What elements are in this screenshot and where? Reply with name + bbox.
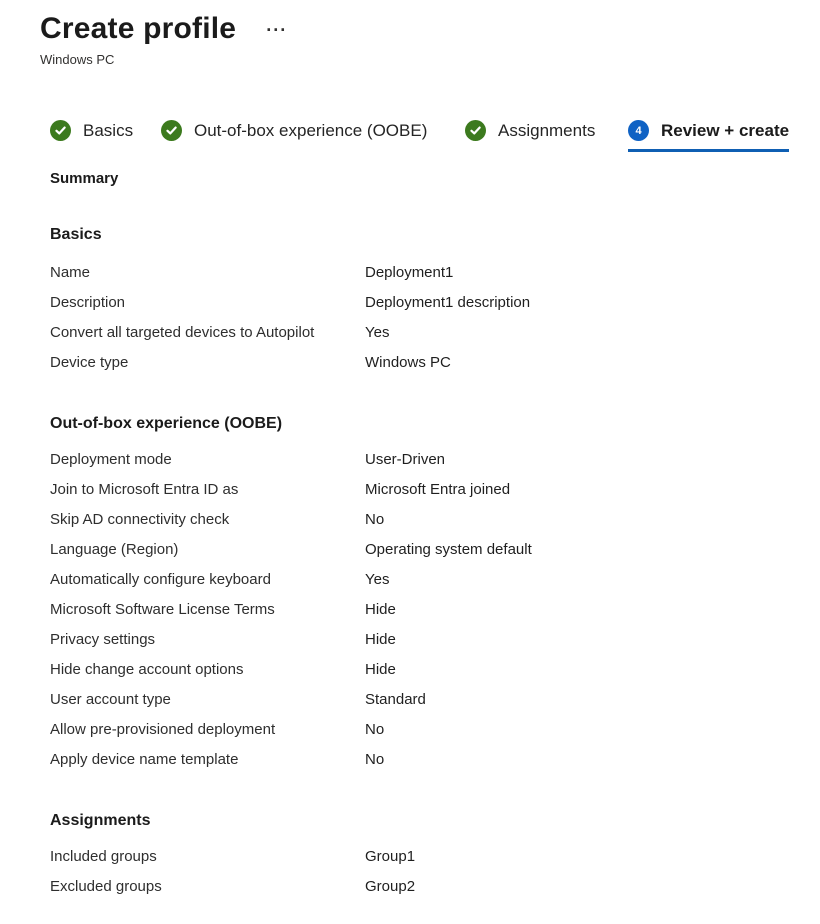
step-assignments[interactable]	[465, 118, 595, 152]
field-value: Operating system default	[365, 541, 532, 558]
checkmark-circle-icon	[465, 120, 486, 141]
step-label: Out-of-box experience (OOBE)	[194, 121, 428, 140]
field-value: No	[365, 751, 385, 768]
field-label: Deployment mode	[50, 451, 172, 468]
page-header	[40, 12, 287, 67]
field-label: Language (Region)	[50, 541, 179, 558]
field-value: Hide	[365, 631, 396, 648]
field-label: Privacy settings	[50, 631, 156, 648]
step-oobe[interactable]	[161, 118, 427, 152]
field-value: Yes	[365, 324, 390, 341]
field-label: User account type	[50, 691, 171, 708]
field-label: Allow pre-provisioned deployment	[50, 721, 276, 738]
summary-row	[50, 745, 790, 775]
step-review-create[interactable]	[628, 118, 789, 152]
summary-row	[50, 715, 790, 745]
basics-heading: Basics	[50, 226, 102, 243]
field-label: Included groups	[50, 848, 157, 865]
oobe-list	[50, 445, 790, 775]
field-label: Microsoft Software License Terms	[50, 601, 275, 618]
field-label: Name	[50, 264, 91, 281]
field-value: Hide	[365, 661, 396, 678]
checkmark-circle-icon	[161, 120, 182, 141]
title-row	[40, 12, 287, 46]
summary-row	[50, 318, 790, 348]
summary-heading: Summary	[50, 170, 119, 187]
step-number-circle-icon: 4	[628, 120, 649, 141]
field-value: Group2	[365, 878, 416, 895]
summary-row	[50, 445, 790, 475]
review-summary	[50, 168, 790, 902]
page-subtitle: Windows PC	[40, 52, 115, 67]
summary-row	[50, 258, 790, 288]
wizard-steps	[50, 118, 790, 152]
step-label: Basics	[83, 121, 134, 140]
field-value: Yes	[365, 571, 390, 588]
step-label: Review + create	[661, 121, 790, 140]
field-value: Standard	[365, 691, 426, 708]
field-label: Skip AD connectivity check	[50, 511, 230, 528]
field-label: Excluded groups	[50, 878, 162, 895]
summary-row	[50, 565, 790, 595]
more-options-button[interactable]: ···	[266, 20, 288, 40]
checkmark-circle-icon	[50, 120, 71, 141]
field-value: Group1	[365, 848, 416, 865]
assignments-list	[50, 842, 790, 902]
summary-row	[50, 348, 790, 378]
oobe-heading: Out-of-box experience (OOBE)	[50, 415, 283, 432]
field-value: Deployment1 description	[365, 294, 531, 311]
field-value: Microsoft Entra joined	[365, 481, 511, 498]
summary-row	[50, 475, 790, 505]
field-label: Convert all targeted devices to Autopilot	[50, 324, 315, 341]
summary-row	[50, 505, 790, 535]
field-label: Apply device name template	[50, 751, 239, 768]
field-label: Hide change account options	[50, 661, 244, 678]
step-label: Assignments	[498, 121, 596, 140]
field-label: Description	[50, 294, 126, 311]
field-value: Deployment1	[365, 264, 454, 281]
summary-row	[50, 872, 790, 902]
page-title: Create profile	[40, 12, 237, 45]
field-value: Hide	[365, 601, 396, 618]
field-value: User-Driven	[365, 451, 446, 468]
summary-row	[50, 625, 790, 655]
summary-row	[50, 842, 790, 872]
field-value: No	[365, 511, 385, 528]
summary-row	[50, 655, 790, 685]
field-label: Device type	[50, 354, 129, 371]
assignments-heading: Assignments	[50, 812, 151, 829]
field-value: Windows PC	[365, 354, 451, 371]
basics-list	[50, 258, 790, 378]
summary-row	[50, 685, 790, 715]
summary-row	[50, 595, 790, 625]
field-label: Join to Microsoft Entra ID as	[50, 481, 239, 498]
summary-row	[50, 288, 790, 318]
field-label: Automatically configure keyboard	[50, 571, 271, 588]
summary-row	[50, 535, 790, 565]
step-basics[interactable]	[50, 118, 133, 152]
field-value: No	[365, 721, 385, 738]
